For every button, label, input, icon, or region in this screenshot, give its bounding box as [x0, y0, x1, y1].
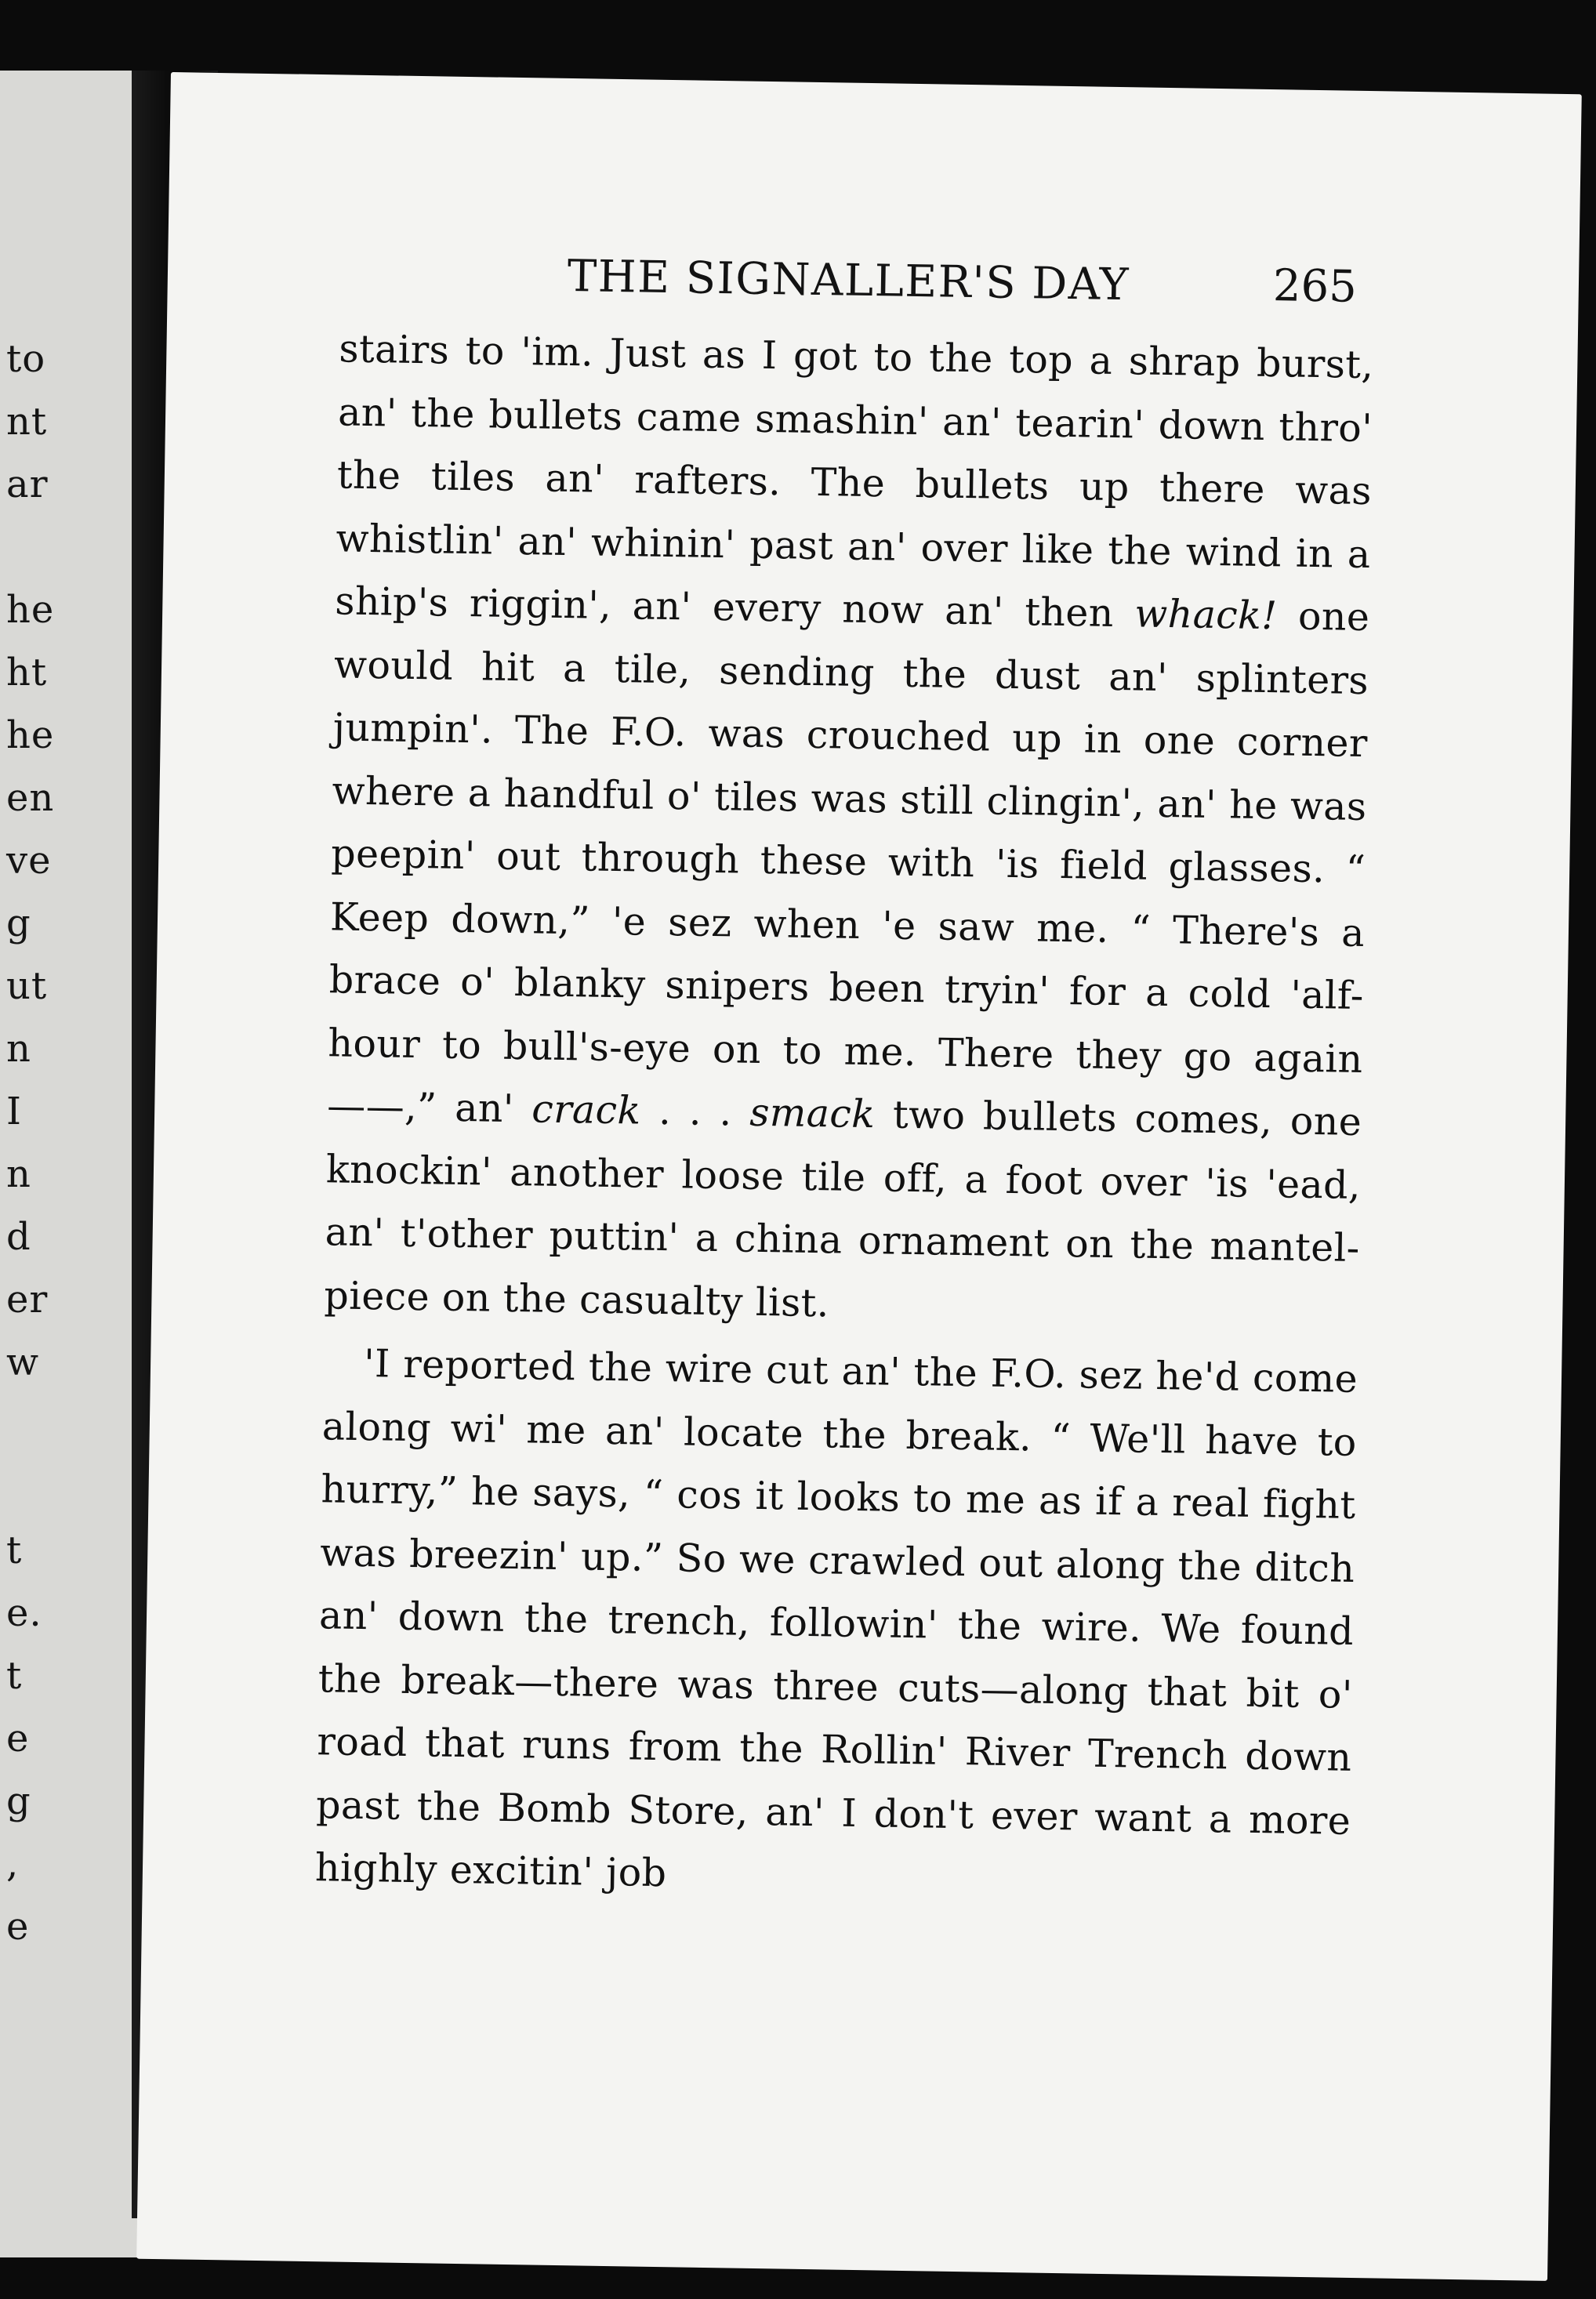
previous-page-text: ar: [6, 462, 49, 506]
previous-page-text: ve: [6, 839, 52, 883]
previous-page-text: en: [6, 776, 55, 820]
paragraph: 'I reported the wire cut an' the F.O. sez he'd come along wi' me an' locate the break. “ We'll have to hurry,” he says, “ cos it looks to me as if a real fight was breezin' up.” So we crawled out along the ditch an' down the trench, followin' the wire. We found the break—there was three cuts—along that bit o' road that runs from the Rollin' River Trench down past the Bomb Store, an' I don't ever want a more highly excitin' job: [314, 1341, 1358, 1896]
previous-page-text: t: [6, 1654, 23, 1698]
previous-page-text: n: [6, 1027, 31, 1071]
italic-text: crack: [531, 1086, 642, 1133]
previous-page-text: e: [6, 1905, 30, 1949]
italic-text: whack!: [1134, 591, 1278, 639]
running-head: THE SIGNALLER'S DAY: [567, 250, 1130, 311]
previous-page-text: d: [6, 1215, 31, 1259]
text-run: one would hit a tile, sending the dust an' splinters jumpin'. The F.O. was crouched up in one corner where a handful o' tiles was still clingin', an' he was peepin' out through these with 'is field glasses. “ Keep down,” 'e sez when 'e saw me. “ There's a brace o' blanky snipers been tryin' for a cold 'alf-hour to bull's-eye on to me. There they go again——,” an': [326, 593, 1370, 1132]
previous-page-text: nt: [6, 400, 48, 444]
text-run: stairs to 'im. Just as I got to the top a shrap burst, an' the bullets came smashin' an' tearin' down thro' the tiles an' rafters. The bullets up there was whistlin' an' whinin' past an' over like the wind in a ship's riggin', an' every now an' then: [334, 326, 1374, 636]
previous-page-text: g: [6, 1779, 31, 1823]
previous-page-text: w: [6, 1340, 40, 1384]
previous-page-text: t: [6, 1528, 23, 1572]
body-text: [314, 317, 1374, 1916]
page-number: 265: [1272, 260, 1358, 313]
previous-page-text: ut: [6, 964, 48, 1008]
previous-page-text: I: [6, 1090, 22, 1133]
text-run: . . .: [640, 1088, 750, 1135]
italic-text: smack: [749, 1090, 876, 1137]
previous-page-text: ,: [6, 1842, 20, 1886]
paragraph: [324, 317, 1374, 1344]
previous-page-text: to: [6, 337, 46, 381]
book-page: [136, 72, 1582, 2281]
previous-page-text: e.: [6, 1591, 42, 1635]
previous-page-text: n: [6, 1152, 31, 1196]
previous-page-text: ht: [6, 651, 48, 694]
previous-page-text: he: [6, 588, 55, 632]
previous-page-text: he: [6, 713, 55, 757]
previous-page-text: e: [6, 1717, 30, 1761]
previous-page-text: g: [6, 901, 31, 945]
text-run: two bullets comes, one knockin' another loose tile off, a foot over 'is 'ead, an' t'other puttin' a china ornament on the mantel-piece on the casualty list.: [324, 1092, 1362, 1325]
previous-page-text: er: [6, 1278, 49, 1322]
